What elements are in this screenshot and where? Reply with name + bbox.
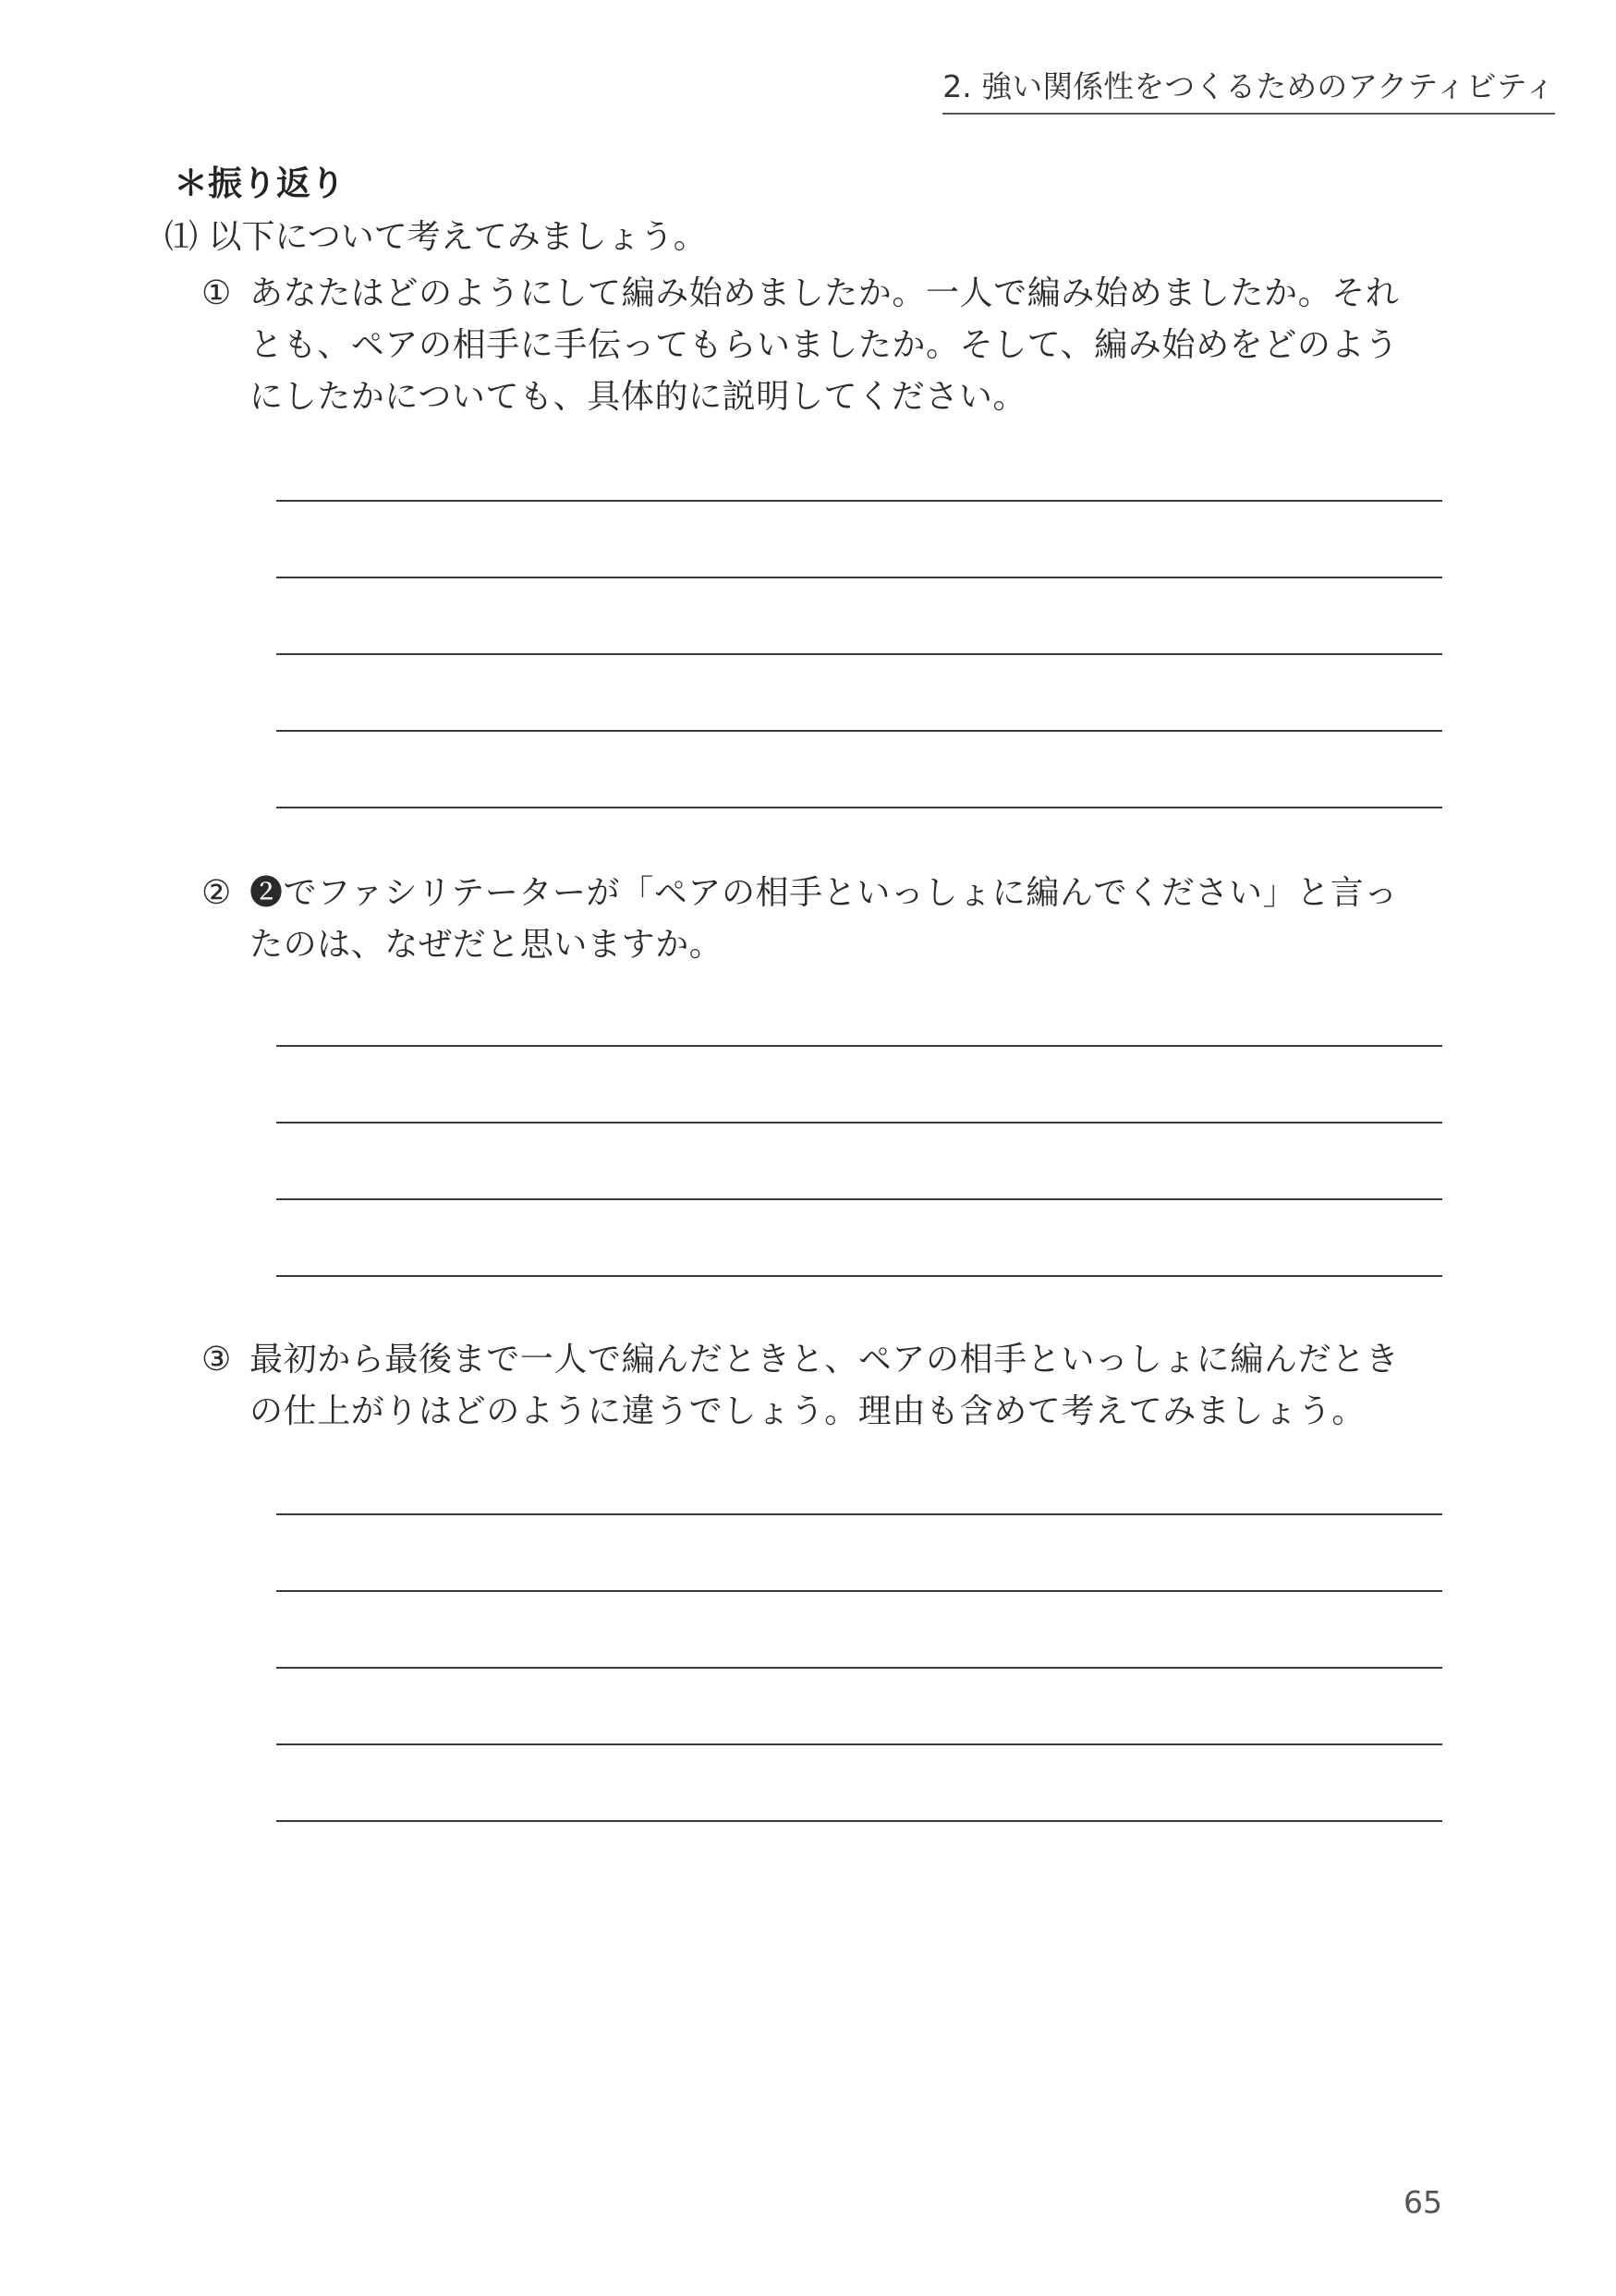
running-header: 2. 強い関係性をつくるためのアクティビティ bbox=[942, 68, 1555, 115]
answer-line[interactable] bbox=[276, 1047, 1442, 1124]
question-text: ❷でファシリテーターが「ペアの相手といっしょに編んでください」と言ったのは、なぜだと思いますか。 bbox=[249, 874, 1398, 964]
question-1 bbox=[201, 268, 1458, 423]
answer-lines-3 bbox=[276, 1439, 1442, 1822]
question-text: あなたはどのようにして編み始めましたか。一人で編み始めましたか。それとも、ペアの相手に手伝ってもらいましたか。そして、編み始めをどのようにしたかについても、具体的に説明してください。 bbox=[249, 274, 1400, 416]
answer-line[interactable] bbox=[276, 1592, 1442, 1669]
answer-line[interactable] bbox=[276, 1745, 1442, 1822]
question-text: 最初から最後まで一人で編んだときと、ペアの相手といっしょに編んだときの仕上がりはどのように違うでしょう。理由も含めて考えてみましょう。 bbox=[249, 1341, 1400, 1430]
answer-line[interactable] bbox=[276, 578, 1442, 655]
question-3 bbox=[201, 1334, 1458, 1438]
answer-line[interactable] bbox=[276, 1515, 1442, 1592]
section-heading: ＊振り返り bbox=[174, 164, 345, 203]
question-2 bbox=[201, 868, 1458, 971]
answer-line[interactable] bbox=[276, 655, 1442, 732]
page-number: 65 bbox=[1403, 2184, 1442, 2220]
answer-line[interactable] bbox=[276, 732, 1442, 808]
question-number: ② bbox=[201, 874, 232, 912]
question-number: ③ bbox=[201, 1341, 232, 1379]
answer-line[interactable] bbox=[276, 1669, 1442, 1745]
answer-lines-1 bbox=[276, 425, 1442, 808]
answer-lines-2 bbox=[276, 970, 1442, 1277]
answer-line[interactable] bbox=[276, 1200, 1442, 1277]
question-number: ① bbox=[201, 274, 232, 312]
intro-text: ⑴ 以下について考えてみましょう。 bbox=[164, 218, 707, 256]
answer-line[interactable] bbox=[276, 1439, 1442, 1515]
answer-line[interactable] bbox=[276, 1124, 1442, 1200]
answer-line[interactable] bbox=[276, 502, 1442, 578]
answer-line[interactable] bbox=[276, 970, 1442, 1047]
answer-line[interactable] bbox=[276, 425, 1442, 502]
